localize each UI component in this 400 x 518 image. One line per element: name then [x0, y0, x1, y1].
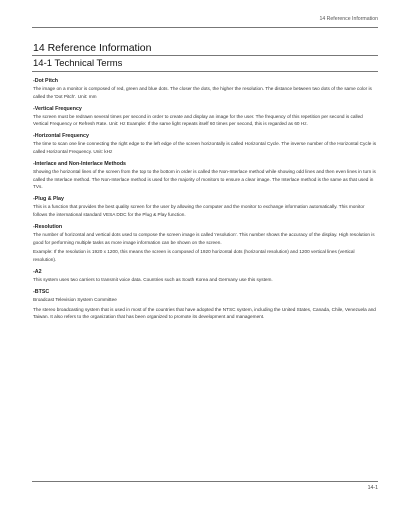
term-plug-and-play	[33, 196, 378, 218]
term-paragraph: Broadcast Television System Committee	[33, 297, 117, 302]
term-paragraph: The time to scan one line connecting the right edge to the left edge of the screen horizontally is called Horizontal Cycle. The inverse number of the Horizontal Cycle is called Horizontal Frequency. Unit: kHz	[33, 141, 377, 154]
header-rule	[32, 27, 378, 28]
term-heading: -Resolution	[33, 224, 63, 231]
term-heading: -Dot Pitch	[33, 78, 59, 84]
term-btsc	[33, 289, 378, 321]
term-interlace	[33, 161, 378, 191]
running-head: 14 Reference Information	[319, 16, 378, 22]
term-paragraph: The number of horizontal and vertical dots used to compose the screen image is called 'resolution'. This number shows the accuracy of the display. High resolution is good for performing multiple tasks as more image information can be shown on the screen.	[33, 232, 375, 245]
term-paragraph: Example: If the resolution is 1920 x 1200, this means the screen is composed of 1920 horizontal dots (horizontal resolution) and 1200 vertical lines (vertical resolution).	[33, 249, 355, 262]
term-paragraph: The screen must be redrawn several times per second in order to create and display an image for the user. The frequency of this repetition per second is called Vertical Frequency or Refresh Rate. Unit: Hz Example: If the same light repeats itself 60 times per second, this is regarded as 60 Hz.	[33, 113, 363, 127]
term-paragraph: This system uses two carriers to transmit voice data. Countries such as South Korea and Germany use this system.	[33, 276, 273, 282]
term-vertical-frequency	[33, 106, 378, 128]
terms-list	[33, 78, 378, 326]
term-heading: -Plug & Play	[33, 196, 64, 203]
section-rule	[32, 71, 378, 72]
term-body	[33, 231, 378, 263]
term-body	[33, 85, 378, 100]
term-paragraph: This is a function that provides the best quality screen for the user by allowing the computer and the monitor to exchange information automatically. This monitor follows the international standard VESA DDC for the Plug & Play function.	[33, 204, 365, 217]
page-number: 14-1	[367, 485, 378, 491]
term-body	[33, 113, 378, 128]
section-title: 14-1 Technical Terms	[33, 58, 123, 69]
term-resolution	[33, 224, 378, 263]
term-heading: -Interlace and Non-Interlace Methods	[33, 161, 127, 168]
term-heading: -Horizontal Frequency	[33, 133, 89, 140]
term-dot-pitch	[33, 78, 378, 100]
term-paragraph: The image on a monitor is composed of red, green and blue dots. The closer the dots, the higher the resolution. The distance between two dots of the same color is called the 'Dot Pitch'. Unit: mm	[33, 86, 372, 99]
footer-rule	[32, 481, 378, 482]
term-body	[33, 203, 378, 218]
term-heading: -A2	[33, 268, 42, 275]
term-heading: -Vertical Frequency	[33, 105, 82, 112]
term-heading: -BTSC	[33, 289, 50, 295]
term-paragraph: Showing the horizontal lines of the screen from the top to the bottom in order is called the Non-Interlace method while showing odd lines and then even lines in turn is called the Interlace method. The Non-Interlace method is used for the majority of monitors to ensure a clear image. The Interlace method is the same as that used in TVs.	[33, 169, 376, 190]
term-body	[33, 140, 378, 155]
term-a2	[33, 269, 378, 284]
term-horizontal-frequency	[33, 133, 378, 155]
chapter-title: 14 Reference Information	[33, 42, 152, 54]
term-body	[33, 168, 378, 191]
term-body	[33, 296, 378, 321]
term-body	[33, 276, 378, 284]
term-paragraph: The stereo broadcasting system that is used in most of the countries that have adopted the NTSC system, including the United States, Canada, Chile, Venezuela and Taiwan. It also refers to the organization that has been organized to promote its development and management.	[33, 306, 376, 320]
chapter-rule	[32, 55, 378, 56]
